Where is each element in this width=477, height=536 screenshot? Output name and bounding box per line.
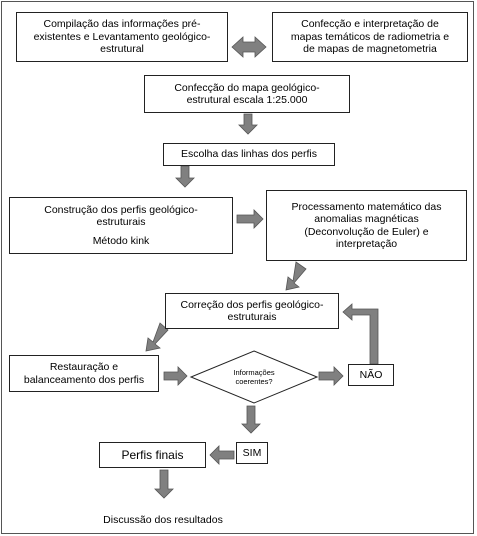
node-escolha-linhas: Escolha das linhas dos perfis	[163, 143, 335, 166]
arrow-diag-1	[286, 262, 306, 290]
node-restauracao: Restauração e balanceamento dos perfis	[9, 355, 159, 392]
decision-text: Informações coerentes?	[233, 368, 275, 386]
node-processamento: Processamento matemático das anomalias magnéticas (Deconvolução de Euler) e interpretação	[266, 190, 467, 261]
arrow-right-3	[319, 367, 343, 385]
arrow-elbow	[343, 304, 378, 364]
node-sim: SIM	[236, 442, 268, 464]
arrow-right-1	[237, 210, 263, 228]
node-nao: NÃO	[348, 364, 394, 386]
arrow-right-2	[164, 367, 187, 385]
arrow-left-1	[210, 446, 234, 464]
node-compilacao: Compilação das informações pré- existentes e Levantamento geológico- estrutural	[16, 12, 228, 62]
node-perfis-finais: Perfis finais	[99, 442, 206, 468]
arrow-down-1	[239, 114, 257, 134]
arrow-down-3	[242, 406, 260, 433]
node-confeccao-mapas: Confecção e interpretação de mapas temáticos de radiometria e de mapas de magnetometria	[272, 12, 468, 62]
node-discussao: Discussão dos resultados	[103, 513, 223, 526]
arrow-down-2	[176, 166, 194, 187]
node-construcao-perfis: Construção dos perfis geológico- estruturais Método kink	[9, 197, 233, 254]
arrow-down-4	[155, 470, 173, 498]
node-mapa-geologico: Confecção do mapa geológico- estrutural escala 1:25.000	[144, 75, 350, 113]
double-arrow	[232, 37, 266, 57]
node-correcao-perfis: Correção dos perfis geológico- estruturais	[165, 293, 339, 329]
